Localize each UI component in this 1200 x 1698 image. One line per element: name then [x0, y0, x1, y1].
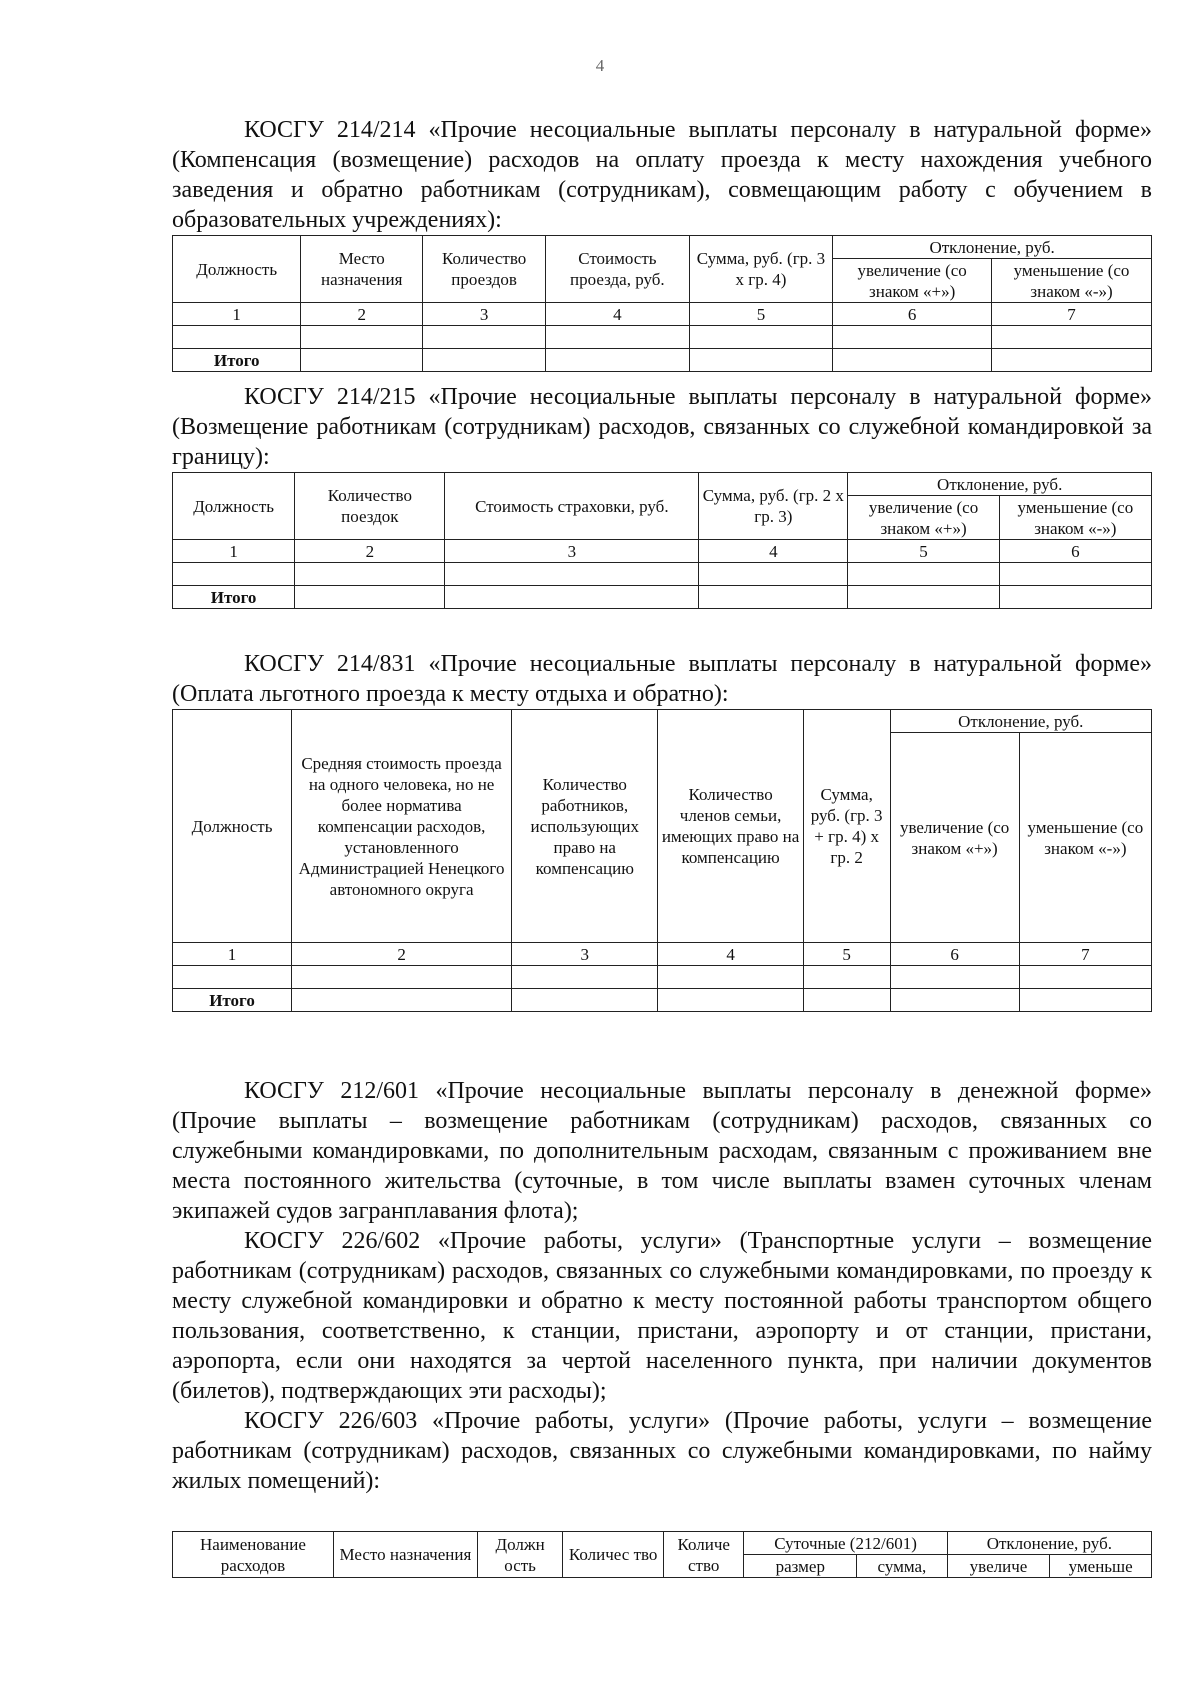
th-insurance: Стоимость страховки, руб. — [445, 473, 699, 540]
paragraph-226-602: КОСГУ 226/602 «Прочие работы, услуги» (Транспортные услуги – возмещение работникам (сотрудникам) расходов, связанных со служебными командировками, по проезду к месту служебной командировки и обратно к месту постоянной работы транспортом общего пользования, соответственно, к станции, пристани, аэропорту и от станции, пристани, аэропорта, если они находятся за чертой населенного пункта, при наличии документов (билетов), подтверждающих эти расходы); — [172, 1228, 1152, 1404]
th-decrease: уменьшение (со знаком «-») — [992, 259, 1152, 303]
th-deviation: Отклонение, руб. — [848, 473, 1152, 496]
total-row — [173, 349, 1152, 372]
th-average-cost: Средняя стоимость проезда на одного человека, но не более норматива компенсации расходов, установленного Администрацией Ненецкого автономного округа — [292, 710, 512, 943]
th-quantity-2: Количе ство — [663, 1532, 743, 1578]
col-number: 4 — [658, 943, 803, 966]
total-row — [173, 586, 1152, 609]
th-sum: Сумма, руб. (гр. 3 х гр. 4) — [689, 236, 833, 303]
col-number: 6 — [999, 540, 1151, 563]
th-quantity-1: Количес тво — [563, 1532, 664, 1578]
table-row — [173, 966, 1152, 989]
th-increase: увеличение (со знаком «+») — [890, 733, 1019, 943]
th-expense-name: Наименование расходов — [173, 1532, 334, 1578]
total-row — [173, 989, 1152, 1012]
table-214-831 — [172, 709, 1152, 1012]
th-destination: Место назначения — [301, 236, 423, 303]
col-number: 2 — [301, 303, 423, 326]
paragraph-214-214: КОСГУ 214/214 «Прочие несоциальные выплаты персоналу в натуральной форме» (Компенсация (возмещение) расходов на оплату проезда к месту нахождения учебного заведения и обратно работникам (сотрудникам), совмещающим работу с обучением в образовательных учреждениях): — [172, 117, 1152, 233]
th-decrease: уменьшение (со знаком «-») — [999, 496, 1151, 540]
section-214-215 — [172, 382, 1152, 609]
th-decrease: уменьшение (со знаком «-») — [1019, 733, 1151, 943]
table-214-214 — [172, 235, 1152, 372]
paragraph-214-831: КОСГУ 214/831 «Прочие несоциальные выплаты персоналу в натуральной форме» (Оплата льготного проезда к месту отдыха и обратно): — [172, 651, 1152, 707]
col-number: 7 — [992, 303, 1152, 326]
col-number: 1 — [173, 943, 292, 966]
col-number: 7 — [1019, 943, 1151, 966]
th-daily: Суточные (212/601) — [744, 1532, 947, 1555]
section-table-603 — [172, 1531, 1152, 1578]
col-number: 3 — [423, 303, 546, 326]
col-number: 6 — [833, 303, 992, 326]
col-number: 1 — [173, 303, 301, 326]
th-increase: увеличение (со знаком «+») — [833, 259, 992, 303]
col-number: 1 — [173, 540, 295, 563]
total-label: Итого — [173, 989, 292, 1012]
col-number: 5 — [689, 303, 833, 326]
total-label: Итого — [173, 349, 301, 372]
th-decrease: уменьше — [1050, 1555, 1152, 1578]
th-employees: Количество работников, использующих право на компенсацию — [512, 710, 658, 943]
th-position: Должность — [173, 710, 292, 943]
th-deviation: Отклонение, руб. — [890, 710, 1151, 733]
section-paragraphs — [172, 1076, 1152, 1496]
table-214-215 — [172, 472, 1152, 609]
section-214-831 — [172, 649, 1152, 1012]
paragraph-212-601: КОСГУ 212/601 «Прочие несоциальные выплаты персоналу в денежной форме» (Прочие выплаты – возмещение работникам (сотрудникам) расходов, связанных со служебными командировками, по дополнительным расходам, связанным с проживанием вне места постоянного жительства (суточные, в том числе выплаты взамен суточных членам экипажей судов загранплавания флота); — [172, 1078, 1152, 1224]
th-daily-sum: сумма, — [857, 1555, 948, 1578]
col-number: 4 — [546, 303, 690, 326]
th-sum: Сумма, руб. (гр. 3 + гр. 4) х гр. 2 — [803, 710, 890, 943]
section-214-214 — [172, 115, 1152, 372]
col-number: 5 — [848, 540, 999, 563]
th-fare: Стоимость проезда, руб. — [546, 236, 690, 303]
th-deviation: Отклонение, руб. — [947, 1532, 1151, 1555]
th-position: Должность — [173, 236, 301, 303]
col-number: 6 — [890, 943, 1019, 966]
th-destination: Место назначения — [333, 1532, 477, 1578]
col-number: 2 — [295, 540, 445, 563]
th-position: Должн ость — [477, 1532, 563, 1578]
col-number: 3 — [512, 943, 658, 966]
th-increase: увеличе — [947, 1555, 1050, 1578]
total-label: Итого — [173, 586, 295, 609]
col-number: 3 — [445, 540, 699, 563]
th-trips: Количество поездок — [295, 473, 445, 540]
th-increase: увеличение (со знаком «+») — [848, 496, 999, 540]
page-number: 4 — [595, 56, 605, 75]
th-sum: Сумма, руб. (гр. 2 х гр. 3) — [699, 473, 848, 540]
table-226-603 — [172, 1531, 1152, 1578]
paragraph-214-215: КОСГУ 214/215 «Прочие несоциальные выплаты персоналу в натуральной форме» (Возмещение работникам (сотрудникам) расходов, связанных со служебной командировкой за границу): — [172, 384, 1152, 470]
table-row — [173, 563, 1152, 586]
col-number: 4 — [699, 540, 848, 563]
th-family: Количество членов семьи, имеющих право на компенсацию — [658, 710, 803, 943]
th-trips: Количество проездов — [423, 236, 546, 303]
col-number: 2 — [292, 943, 512, 966]
th-daily-size: размер — [744, 1555, 857, 1578]
table-row — [173, 326, 1152, 349]
th-position: Должность — [173, 473, 295, 540]
th-deviation: Отклонение, руб. — [833, 236, 1152, 259]
paragraph-226-603: КОСГУ 226/603 «Прочие работы, услуги» (Прочие работы, услуги – возмещение работникам (сотрудникам) расходов, связанных со служебными командировками, по найму жилых помещений): — [172, 1408, 1152, 1494]
col-number: 5 — [803, 943, 890, 966]
